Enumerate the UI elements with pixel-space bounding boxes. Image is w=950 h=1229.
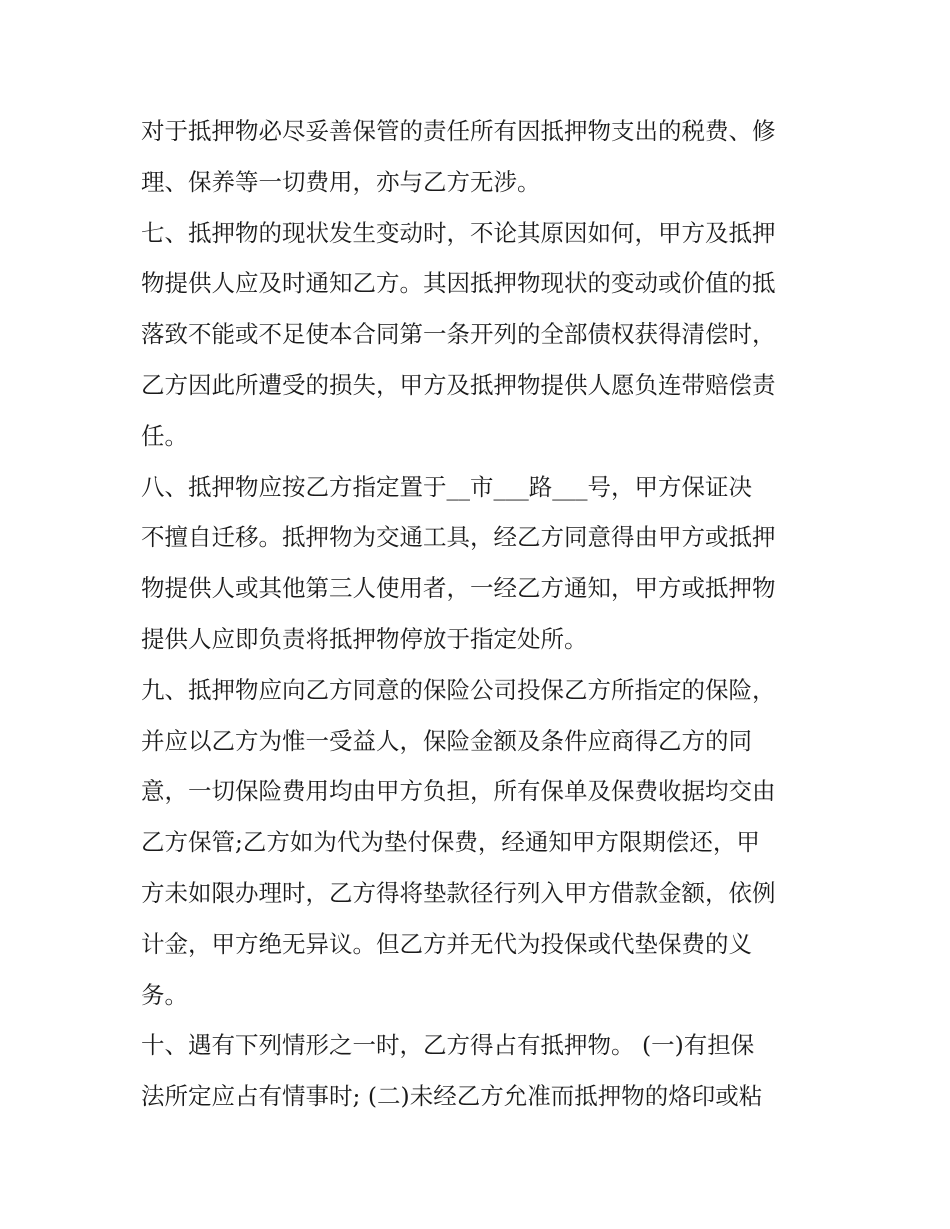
text-line: 意，一切保险费用均由甲方负担，所有保单及保费收据均交由	[141, 777, 776, 806]
text-line: 务。	[141, 980, 188, 1009]
text-line: 落致不能或不足使本合同第一条开列的全部债权获得清偿时，	[141, 320, 776, 349]
text-line: 七、抵押物的现状发生变动时，不论其原因如何，甲方及抵押	[141, 218, 776, 247]
text-line: 乙方保管;乙方如为代为垫付保费，经通知甲方限期偿还，甲	[141, 828, 760, 857]
text-line: 任。	[141, 421, 188, 450]
text-line: 物提供人或其他第三人使用者，一经乙方通知，甲方或抵押物	[141, 574, 776, 603]
text-line: 不擅自迁移。抵押物为交通工具，经乙方同意得由甲方或抵押	[141, 523, 776, 552]
text-line: 八、抵押物应按乙方指定置于__市___路___号，甲方保证决	[141, 472, 752, 501]
text-line: 乙方因此所遭受的损失，甲方及抵押物提供人愿负连带赔偿责	[141, 370, 776, 399]
text-line: 九、抵押物应向乙方同意的保险公司投保乙方所指定的保险，	[141, 675, 776, 704]
contract-text	[141, 106, 821, 1122]
text-line: 物提供人应及时通知乙方。其因抵押物现状的变动或价值的抵	[141, 269, 776, 298]
text-line: 十、遇有下列情形之一时，乙方得占有抵押物。 (一)有担保	[141, 1031, 755, 1060]
text-line: 法所定应占有情事时; (二)未经乙方允准而抵押物的烙印或粘	[141, 1082, 763, 1111]
text-line: 理、保养等一切费用，亦与乙方无涉。	[141, 167, 541, 196]
text-line: 计金，甲方绝无异议。但乙方并无代为投保或代垫保费的义	[141, 929, 752, 958]
text-line: 并应以乙方为惟一受益人，保险金额及条件应商得乙方的同	[141, 726, 752, 755]
text-line: 方未如限办理时，乙方得将垫款径行列入甲方借款金额，依例	[141, 878, 776, 907]
text-line: 提供人应即负责将抵押物停放于指定处所。	[141, 624, 588, 653]
text-line: 对于抵押物必尽妥善保管的责任所有因抵押物支出的税费、修	[141, 117, 776, 145]
